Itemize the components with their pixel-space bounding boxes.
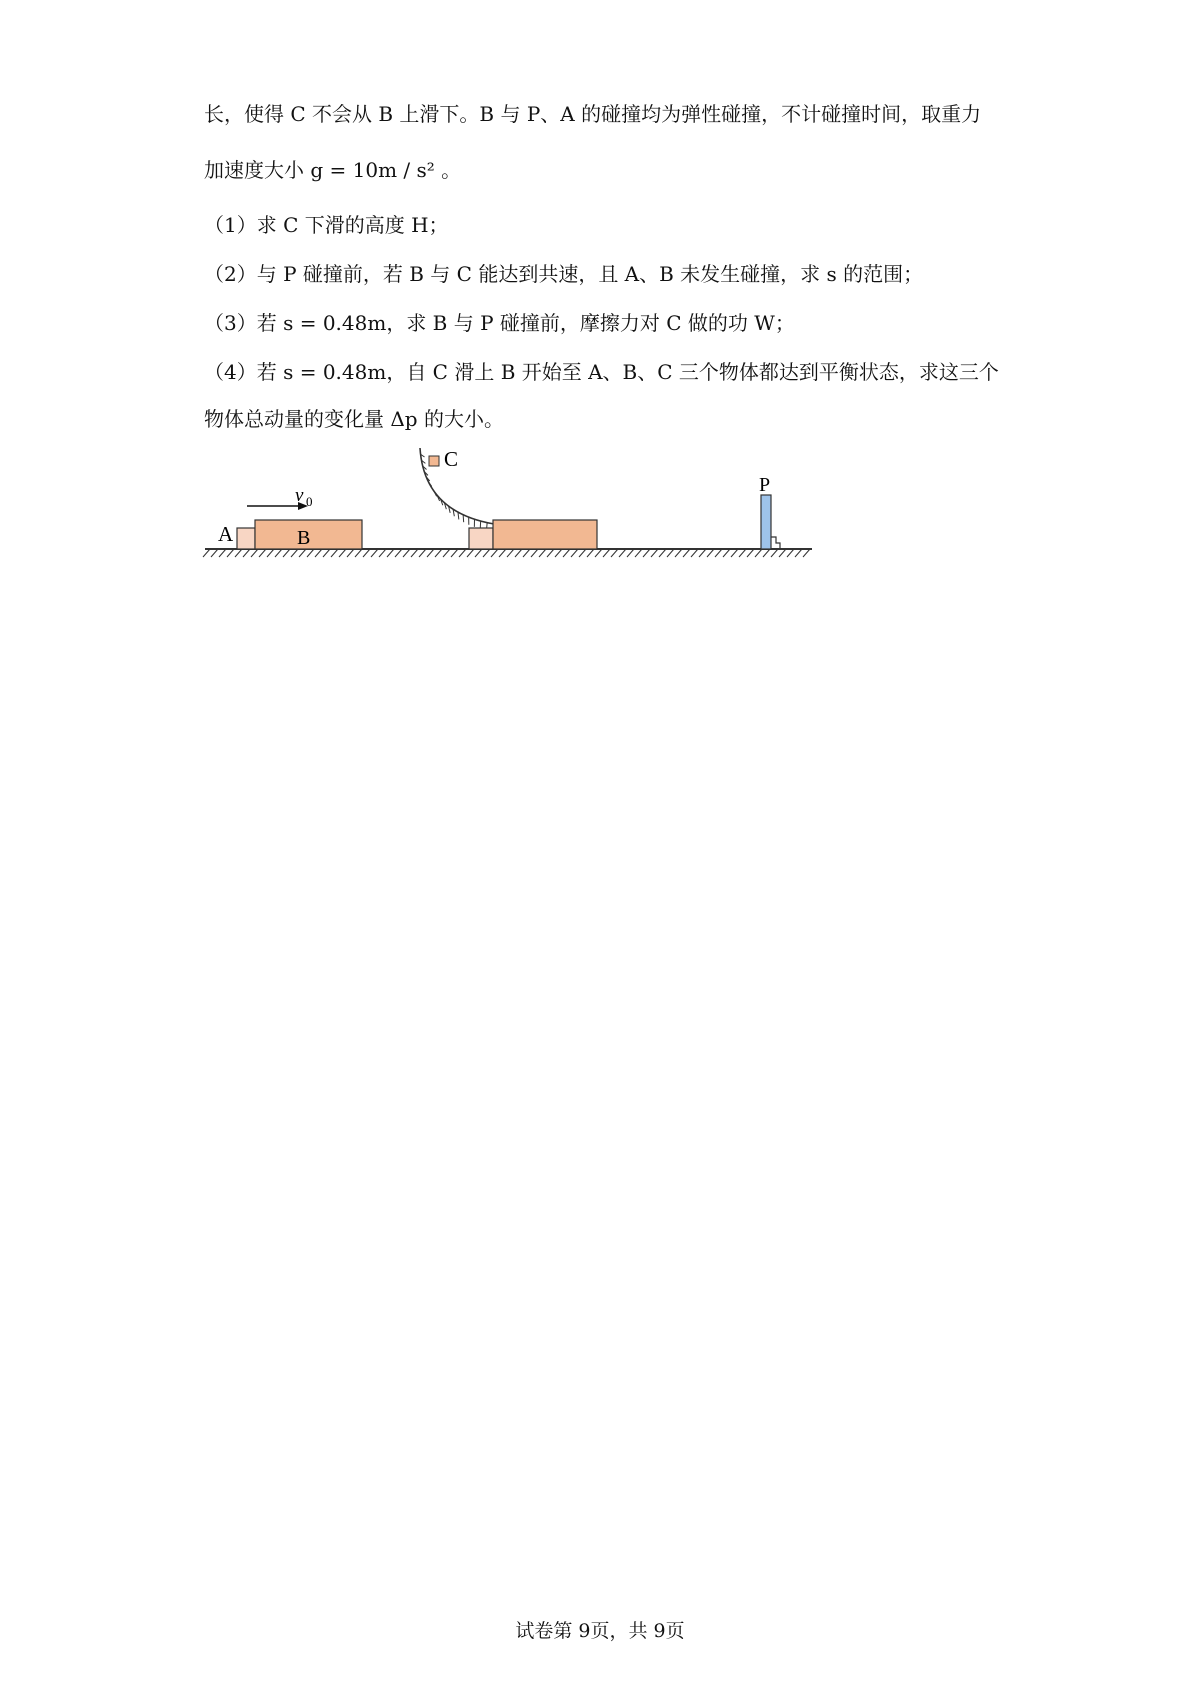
text-line-1: 长，使得 C 不会从 B 上滑下。B 与 P、A 的碰撞均为弹性碰撞，不计碰撞时间，取重力 [204, 102, 982, 126]
velocity-label: v [295, 485, 304, 506]
ground-hatch [203, 549, 810, 557]
label-b: B [297, 527, 311, 549]
question-3: （3）若 s = 0.48m，求 B 与 P 碰撞前，摩擦力对 C 做的功 W； [204, 311, 795, 335]
question-1: （1）求 C 下滑的高度 H； [204, 213, 449, 237]
block-b-second [493, 520, 597, 549]
question-4-cont: 物体总动量的变化量 Δp 的大小。 [204, 407, 504, 431]
block-c [429, 456, 439, 466]
label-p: P [759, 474, 771, 496]
wall-p [761, 495, 771, 549]
diagram-svg [200, 440, 820, 565]
label-c: C [444, 447, 459, 471]
velocity-subscript: 0 [306, 494, 313, 509]
physics-diagram [200, 440, 820, 565]
label-a: A [218, 522, 234, 546]
track-support-block [469, 528, 493, 549]
question-2: （2）与 P 碰撞前，若 B 与 C 能达到共速，且 A、B 未发生碰撞，求 s 的范围； [204, 262, 924, 286]
block-a [237, 528, 255, 549]
page-footer: 试卷第 9页，共 9页 [515, 1620, 685, 1642]
wall-p-base [771, 537, 780, 549]
question-4: （4）若 s = 0.48m，自 C 滑上 B 开始至 A、B、C 三个物体都达到平衡状态，求这三个 [204, 360, 999, 384]
text-line-2: 加速度大小 g = 10m / s² 。 [204, 158, 462, 182]
